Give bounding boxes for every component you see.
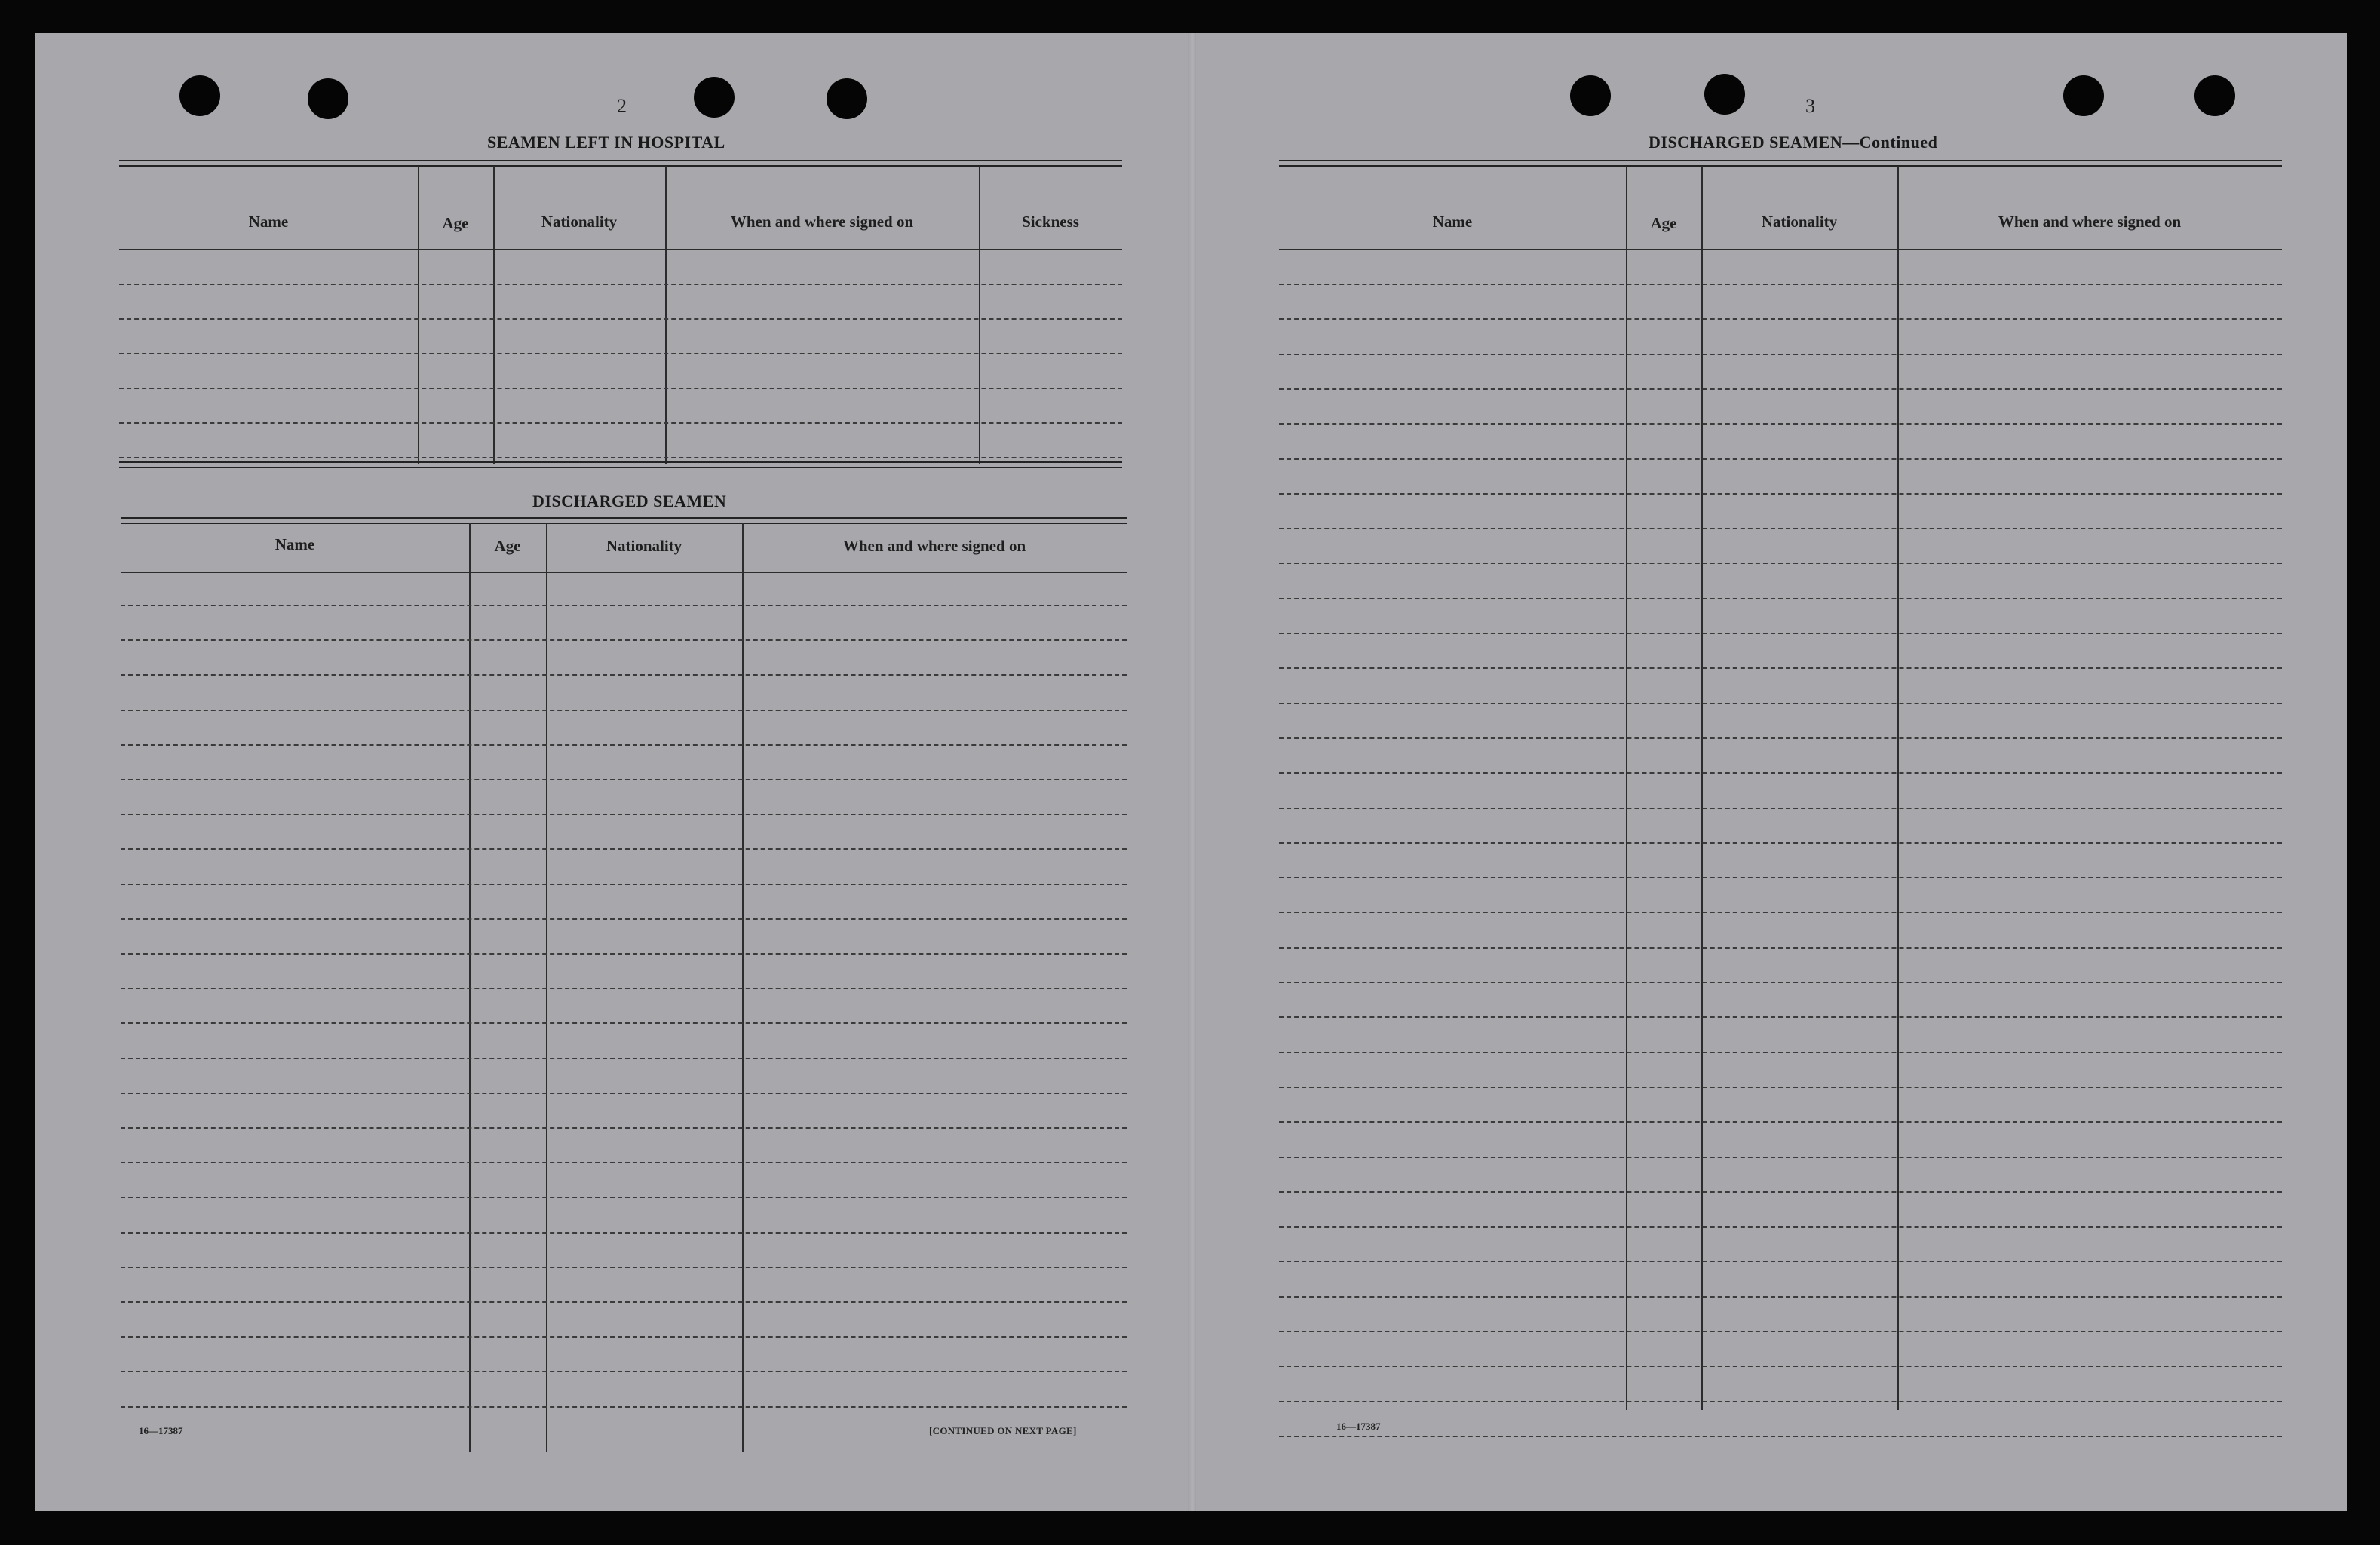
table-row (1279, 947, 2282, 949)
col-header-sickness: Sickness (1022, 213, 1079, 231)
table-row (1279, 842, 2282, 844)
column-divider (493, 166, 495, 464)
punch-hole (827, 78, 867, 119)
table-row (119, 388, 1122, 389)
continued-note: [CONTINUED ON NEXT PAGE] (929, 1425, 1077, 1436)
title-suffix: —Continued (1842, 133, 1938, 152)
table-row (121, 779, 1127, 780)
table-row (1279, 388, 2282, 390)
scanned-document (35, 33, 2347, 1511)
table-row (121, 918, 1127, 920)
table-row (1279, 423, 2282, 425)
table-row (121, 710, 1127, 711)
table-row (121, 1267, 1127, 1268)
table-row (1279, 982, 2282, 983)
table-row (1279, 1191, 2282, 1193)
discharged-table (121, 523, 1127, 1451)
table-row (1279, 703, 2282, 704)
table-row (1279, 877, 2282, 878)
page-number: 2 (617, 95, 627, 117)
table-row (121, 605, 1127, 606)
table-row (121, 1232, 1127, 1234)
table-row (1279, 1121, 2282, 1123)
table-row (1279, 633, 2282, 634)
table-row (1279, 1016, 2282, 1018)
title-main: DISCHARGED SEAMEN (1649, 133, 1843, 152)
table-row (1279, 1226, 2282, 1228)
punch-hole (2063, 75, 2104, 116)
table-row (1279, 1366, 2282, 1367)
table-row (1279, 528, 2282, 529)
table-row (121, 1336, 1127, 1338)
col-header-signed-on: When and where signed on (842, 537, 1026, 555)
col-header-signed-on: When and where signed on (1998, 213, 2182, 231)
left-page (35, 33, 1188, 1511)
table-row (1279, 1296, 2282, 1298)
table-row (1279, 1261, 2282, 1262)
punch-hole (694, 77, 735, 118)
col-header-name: Name (274, 535, 315, 553)
table-row (1279, 737, 2282, 739)
table-row (1279, 563, 2282, 564)
form-number: 16—17387 (1336, 1421, 1381, 1432)
table-row (1279, 1331, 2282, 1332)
header-underline (121, 572, 1127, 573)
table-row (121, 1127, 1127, 1129)
hospital-bottom-rule (119, 461, 1122, 468)
column-divider (665, 166, 667, 464)
table-row (119, 318, 1122, 320)
table-row (1279, 284, 2282, 285)
col-header-age: Age (442, 214, 469, 232)
page-fold (1188, 33, 1196, 1511)
table-row (121, 1301, 1127, 1303)
table-row (1279, 912, 2282, 913)
discharged-continued-table (1279, 166, 2282, 1410)
table-row (1279, 808, 2282, 809)
table-row (121, 1406, 1127, 1408)
table-row (121, 1058, 1127, 1059)
table-row (1279, 1157, 2282, 1158)
column-divider (1626, 166, 1627, 1410)
table-row (121, 988, 1127, 989)
table-row (121, 1162, 1127, 1163)
punch-hole (1570, 75, 1611, 116)
table-row (119, 353, 1122, 354)
table-row (1279, 667, 2282, 669)
col-header-age: Age (1650, 214, 1677, 232)
punch-hole (308, 78, 348, 119)
column-divider (1897, 166, 1899, 1410)
header-underline (1279, 249, 2282, 250)
page-number: 3 (1805, 95, 1815, 117)
table-row (121, 1197, 1127, 1198)
table-row (1279, 354, 2282, 355)
col-header-nationality: Nationality (1761, 213, 1838, 231)
col-header-age: Age (494, 537, 521, 555)
punch-hole (2194, 75, 2235, 116)
right-page (1196, 33, 2347, 1511)
table-row (121, 1093, 1127, 1094)
table-row (1279, 1052, 2282, 1053)
column-divider (1701, 166, 1703, 1410)
table-row (1279, 318, 2282, 320)
col-header-nationality: Nationality (541, 213, 618, 231)
table-row (121, 639, 1127, 641)
table-row (121, 744, 1127, 746)
table-row (121, 1022, 1127, 1024)
table-row (1279, 1401, 2282, 1402)
table-row (121, 884, 1127, 885)
table-row (1279, 598, 2282, 599)
table-row (1279, 1436, 2282, 1437)
hospital-table (119, 166, 1122, 467)
table-row (121, 674, 1127, 676)
table-row (121, 814, 1127, 815)
col-header-nationality: Nationality (606, 537, 682, 555)
discharged-section-title: DISCHARGED SEAMEN (532, 492, 727, 510)
form-number: 16—17387 (139, 1425, 183, 1436)
table-row (1279, 493, 2282, 495)
punch-hole (179, 75, 220, 116)
table-row (119, 422, 1122, 424)
col-header-name: Name (248, 213, 289, 231)
col-header-name: Name (1432, 213, 1473, 231)
header-underline (119, 249, 1122, 250)
column-divider (979, 166, 980, 464)
col-header-signed-on: When and where signed on (730, 213, 914, 231)
column-divider (418, 166, 419, 464)
table-row (1279, 458, 2282, 460)
punch-hole (1704, 74, 1745, 115)
table-row (119, 284, 1122, 285)
table-row (1279, 772, 2282, 774)
discharged-continued-title (1649, 133, 1937, 152)
table-row (119, 457, 1122, 458)
table-row (121, 953, 1127, 955)
table-row (1279, 1087, 2282, 1088)
table-row (121, 1371, 1127, 1372)
table-row (121, 848, 1127, 850)
hospital-section-title: SEAMEN LEFT IN HOSPITAL (487, 133, 725, 152)
